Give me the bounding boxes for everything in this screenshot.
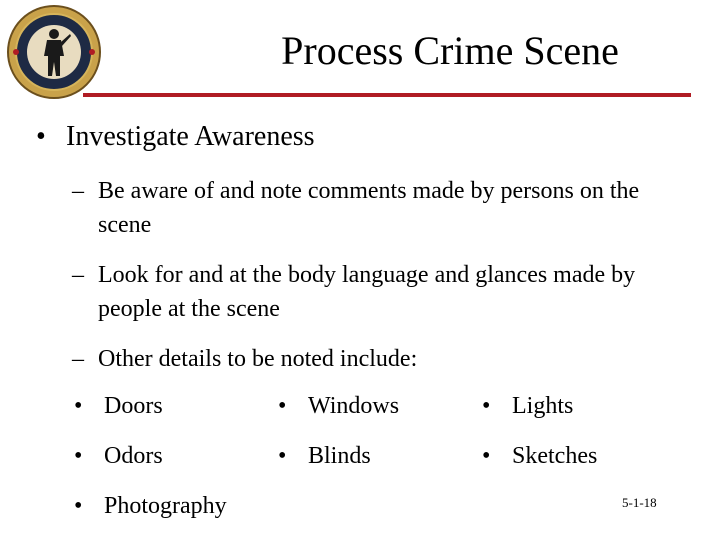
bullet-marker: • — [482, 443, 491, 469]
detail-item-text: Lights — [512, 393, 574, 419]
sub-bullet-text: Look for and at the body language and glances made by people at the scene — [98, 262, 636, 322]
sub-bullet — [72, 258, 672, 326]
bullet-marker: • — [74, 443, 83, 469]
bullet-marker: • — [278, 393, 287, 419]
dash-marker: – — [72, 262, 84, 288]
sub-bullet-text: Be aware of and note comments made by persons on the scene — [98, 178, 640, 238]
detail-item-text: Photography — [104, 493, 227, 519]
page-number: 5-1-18 — [622, 495, 657, 510]
detail-item-text: Windows — [308, 393, 400, 419]
detail-item — [74, 391, 163, 421]
main-bullet — [36, 117, 315, 157]
detail-item — [482, 391, 573, 421]
title-divider — [83, 93, 691, 97]
dash-marker: – — [72, 346, 84, 372]
sub-bullet-text: Other details to be noted include: — [98, 346, 418, 372]
detail-item — [278, 391, 399, 421]
dash-marker: – — [72, 178, 84, 204]
detail-item — [74, 441, 163, 471]
bullet-marker: • — [278, 443, 287, 469]
bullet-marker: • — [482, 393, 491, 419]
bullet-marker: • — [36, 121, 46, 152]
slide-title: Process Crime Scene — [281, 28, 619, 73]
bullet-marker: • — [74, 493, 83, 519]
detail-item-text: Doors — [104, 393, 163, 419]
detail-item-text: Blinds — [308, 443, 371, 469]
detail-item — [482, 441, 597, 471]
main-bullet-text: Investigate Awareness — [66, 121, 315, 152]
detail-item — [74, 491, 227, 521]
detail-item-text: Sketches — [512, 443, 598, 469]
detail-item — [278, 441, 371, 471]
bullet-marker: • — [74, 393, 83, 419]
sub-bullet — [72, 174, 672, 242]
center-for-security-forces-logo — [4, 4, 104, 100]
sub-bullet — [72, 342, 672, 376]
detail-item-text: Odors — [104, 443, 163, 469]
